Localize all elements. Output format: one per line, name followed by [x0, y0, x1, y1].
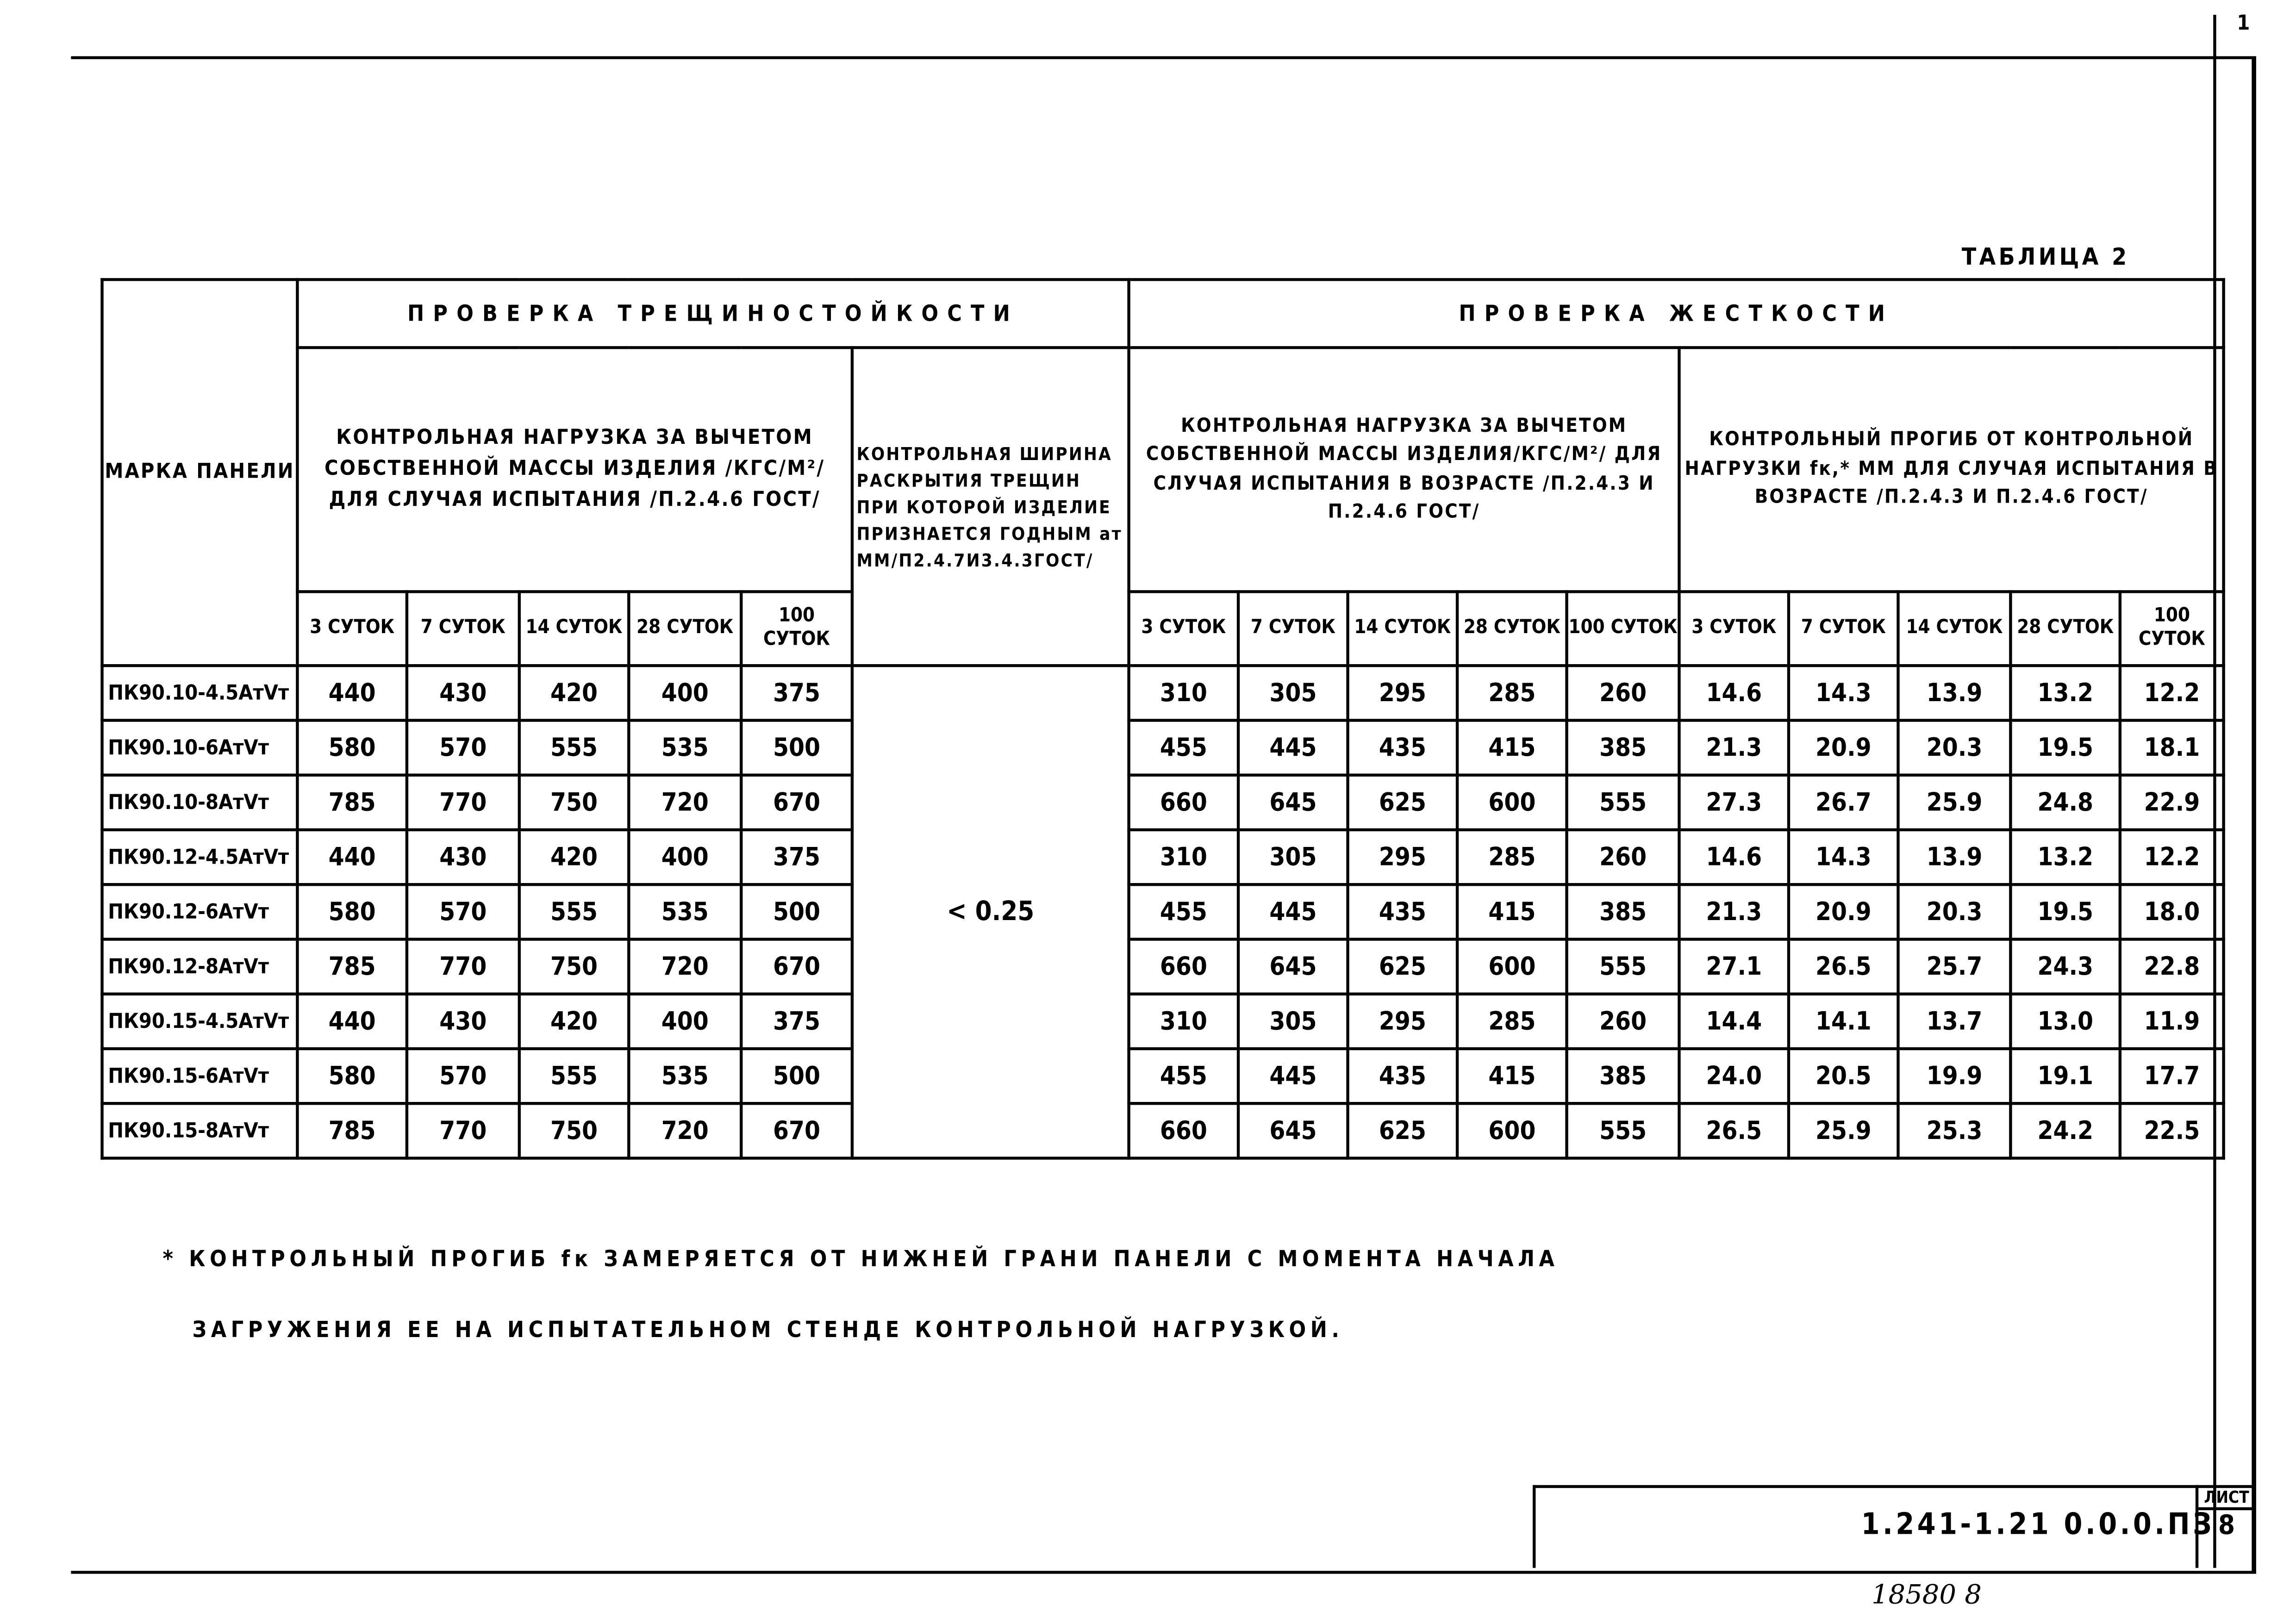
stiff-load-cell: 415: [1457, 884, 1567, 939]
stiff-load-cell: 435: [1348, 884, 1458, 939]
crack-load-cell: 770: [407, 939, 519, 994]
panel-mark: ПК90.15-6АтⅤт: [102, 1049, 298, 1103]
document-code: 1.241-1.21 0.0.0.ПЗ: [1861, 1506, 2215, 1542]
deflection-cell: 11.9: [2120, 994, 2224, 1049]
panel-mark: ПК90.10-4.5АтⅤт: [102, 666, 298, 720]
stiff-load-cell: 260: [1567, 994, 1679, 1049]
footnote-line-2: ЗАГРУЖЕНИЯ ЕЕ НА ИСПЫТАТЕЛЬНОМ СТЕНДЕ КОНТРОЛЬНОЙ НАГРУЗКОЙ.: [192, 1316, 1344, 1343]
deflection-cell: 13.0: [2011, 994, 2121, 1049]
deflection-cell: 18.0: [2120, 884, 2224, 939]
table-row: [102, 775, 2224, 830]
stiff-load-cell: 455: [1129, 1049, 1239, 1103]
table-row: [102, 1049, 2224, 1103]
deflection-cell: 27.3: [1679, 775, 1789, 830]
days-header-crack: 100 СУТОК: [741, 591, 852, 666]
header-mark: МАРКА ПАНЕЛИ: [102, 280, 298, 666]
crack-load-cell: 580: [297, 1049, 407, 1103]
deflection-cell: 14.4: [1679, 994, 1789, 1049]
stiff-load-cell: 660: [1129, 1103, 1239, 1158]
deflection-cell: 24.3: [2011, 939, 2121, 994]
crack-load-cell: 570: [407, 884, 519, 939]
crack-load-cell: 785: [297, 939, 407, 994]
days-header-defl: 3 СУТОК: [1679, 591, 1789, 666]
stiff-load-cell: 645: [1238, 939, 1348, 994]
stiff-load-cell: 260: [1567, 830, 1679, 884]
deflection-cell: 14.3: [1789, 830, 1898, 884]
crack-load-cell: 400: [629, 830, 741, 884]
deflection-cell: 24.8: [2011, 775, 2121, 830]
crack-load-cell: 420: [519, 994, 629, 1049]
crack-load-cell: 555: [519, 1049, 629, 1103]
stiff-load-cell: 445: [1238, 720, 1348, 775]
crack-load-cell: 535: [629, 720, 741, 775]
deflection-cell: 22.8: [2120, 939, 2224, 994]
deflection-cell: 20.3: [1898, 720, 2011, 775]
stiff-load-cell: 305: [1238, 666, 1348, 720]
panel-mark: ПК90.12-6АтⅤт: [102, 884, 298, 939]
crack-load-cell: 430: [407, 666, 519, 720]
table-title: ТАБЛИЦА 2: [1961, 243, 2130, 271]
stiff-load-cell: 285: [1457, 830, 1567, 884]
deflection-cell: 22.9: [2120, 775, 2224, 830]
deflection-cell: 22.5: [2120, 1103, 2224, 1158]
crack-load-cell: 555: [519, 720, 629, 775]
stiff-load-cell: 415: [1457, 720, 1567, 775]
stiff-load-cell: 555: [1567, 775, 1679, 830]
deflection-cell: 14.3: [1789, 666, 1898, 720]
deflection-cell: 19.9: [1898, 1049, 2011, 1103]
deflection-cell: 26.7: [1789, 775, 1898, 830]
crack-load-cell: 375: [741, 994, 852, 1049]
days-header-row: [102, 591, 2224, 666]
crack-load-cell: 430: [407, 994, 519, 1049]
panel-mark: ПК90.12-4.5АтⅤт: [102, 830, 298, 884]
table-row: [102, 939, 2224, 994]
crack-load-cell: 670: [741, 775, 852, 830]
crack-load-cell: 500: [741, 1049, 852, 1103]
stiff-load-cell: 555: [1567, 939, 1679, 994]
stiff-load-cell: 600: [1457, 775, 1567, 830]
deflection-cell: 24.0: [1679, 1049, 1789, 1103]
deflection-cell: 20.9: [1789, 720, 1898, 775]
stiff-load-cell: 285: [1457, 666, 1567, 720]
header-stiff-load: КОНТРОЛЬНАЯ НАГРУЗКА ЗА ВЫЧЕТОМ СОБСТВЕННОЙ МАССЫ ИЗДЕЛИЯ/КГС/М²/ ДЛЯ СЛУЧАЯ ИСПЫТАНИЯ В ВОЗРАСТЕ /П.2.4.3 И П.2.4.6 ГОСТ/: [1129, 348, 1679, 591]
deflection-cell: 21.3: [1679, 884, 1789, 939]
crack-load-cell: 720: [629, 939, 741, 994]
deflection-cell: 26.5: [1679, 1103, 1789, 1158]
days-header-crack: 28 СУТОК: [629, 591, 741, 666]
crack-load-cell: 400: [629, 994, 741, 1049]
header-crack-group: ПРОВЕРКА ТРЕЩИНОСТОЙКОСТИ: [297, 280, 1129, 348]
deflection-cell: 27.1: [1679, 939, 1789, 994]
panel-test-table: [100, 278, 2225, 1160]
deflection-cell: 26.5: [1789, 939, 1898, 994]
deflection-cell: 17.7: [2120, 1049, 2224, 1103]
crack-load-cell: 570: [407, 720, 519, 775]
days-header-crack: 14 СУТОК: [519, 591, 629, 666]
days-header-defl: 100 СУТОК: [2120, 591, 2224, 666]
table-row: [102, 884, 2224, 939]
deflection-cell: 20.3: [1898, 884, 2011, 939]
stiff-load-cell: 310: [1129, 830, 1239, 884]
deflection-cell: 24.2: [2011, 1103, 2121, 1158]
table-row: [102, 1103, 2224, 1158]
stiff-load-cell: 295: [1348, 830, 1458, 884]
crack-load-cell: 785: [297, 1103, 407, 1158]
days-header-defl: 28 СУТОК: [2011, 591, 2121, 666]
stiff-load-cell: 285: [1457, 994, 1567, 1049]
stiff-load-cell: 445: [1238, 884, 1348, 939]
stiff-load-cell: 385: [1567, 1049, 1679, 1103]
stiff-load-cell: 385: [1567, 884, 1679, 939]
stiff-load-cell: 625: [1348, 775, 1458, 830]
crack-load-cell: 375: [741, 666, 852, 720]
crack-width-value: < 0.25: [852, 666, 1129, 1158]
crack-load-cell: 535: [629, 884, 741, 939]
crack-load-cell: 785: [297, 775, 407, 830]
stiff-load-cell: 625: [1348, 1103, 1458, 1158]
deflection-cell: 14.6: [1679, 830, 1789, 884]
crack-load-cell: 500: [741, 720, 852, 775]
crack-load-cell: 750: [519, 1103, 629, 1158]
crack-load-cell: 400: [629, 666, 741, 720]
days-header-crack: 3 СУТОК: [297, 591, 407, 666]
deflection-cell: 19.1: [2011, 1049, 2121, 1103]
table-row: [102, 666, 2224, 720]
stiff-load-cell: 625: [1348, 939, 1458, 994]
table-row: [102, 830, 2224, 884]
panel-mark: ПК90.10-8АтⅤт: [102, 775, 298, 830]
table-row: [102, 720, 2224, 775]
deflection-cell: 13.9: [1898, 666, 2011, 720]
deflection-cell: 12.2: [2120, 830, 2224, 884]
crack-load-cell: 580: [297, 720, 407, 775]
crack-load-cell: 430: [407, 830, 519, 884]
crack-load-cell: 720: [629, 775, 741, 830]
crack-load-cell: 770: [407, 775, 519, 830]
stiff-load-cell: 600: [1457, 1103, 1567, 1158]
crack-load-cell: 420: [519, 830, 629, 884]
crack-load-cell: 670: [741, 1103, 852, 1158]
deflection-cell: 13.2: [2011, 666, 2121, 720]
header-crack-load: КОНТРОЛЬНАЯ НАГРУЗКА ЗА ВЫЧЕТОМ СОБСТВЕННОЙ МАССЫ ИЗДЕЛИЯ /КГС/М²/ ДЛЯ СЛУЧАЯ ИСПЫТАНИЯ /П.2.4.6 ГОСТ/: [297, 348, 852, 591]
panel-mark: ПК90.15-8АтⅤт: [102, 1103, 298, 1158]
deflection-cell: 19.5: [2011, 720, 2121, 775]
panel-mark: ПК90.15-4.5АтⅤт: [102, 994, 298, 1049]
sheet-number-box: [2196, 1485, 2255, 1568]
deflection-cell: 21.3: [1679, 720, 1789, 775]
stiff-load-cell: 445: [1238, 1049, 1348, 1103]
deflection-cell: 25.7: [1898, 939, 2011, 994]
crack-load-cell: 375: [741, 830, 852, 884]
days-header-defl: 14 СУТОК: [1898, 591, 2011, 666]
stiff-load-cell: 455: [1129, 720, 1239, 775]
stiff-load-cell: 305: [1238, 994, 1348, 1049]
stiff-load-cell: 455: [1129, 884, 1239, 939]
crack-load-cell: 670: [741, 939, 852, 994]
deflection-cell: 25.9: [1898, 775, 2011, 830]
stiff-load-cell: 415: [1457, 1049, 1567, 1103]
stiff-load-cell: 435: [1348, 720, 1458, 775]
stiff-load-cell: 295: [1348, 666, 1458, 720]
deflection-cell: 13.9: [1898, 830, 2011, 884]
days-header-crack: 7 СУТОК: [407, 591, 519, 666]
deflection-cell: 25.9: [1789, 1103, 1898, 1158]
sheet-top-mark: 1: [2237, 12, 2250, 36]
stiff-load-cell: 310: [1129, 666, 1239, 720]
crack-load-cell: 720: [629, 1103, 741, 1158]
deflection-cell: 12.2: [2120, 666, 2224, 720]
stiff-load-cell: 555: [1567, 1103, 1679, 1158]
deflection-cell: 19.5: [2011, 884, 2121, 939]
footnote-line-1: * КОНТРОЛЬНЫЙ ПРОГИБ fк ЗАМЕРЯЕТСЯ ОТ НИЖНЕЙ ГРАНИ ПАНЕЛИ С МОМЕНТА НАЧАЛА: [162, 1245, 1559, 1272]
panel-mark: ПК90.12-8АтⅤт: [102, 939, 298, 994]
stiff-load-cell: 645: [1238, 775, 1348, 830]
stiff-load-cell: 385: [1567, 720, 1679, 775]
header-crack-width: КОНТРОЛЬНАЯ ШИРИНА РАСКРЫТИЯ ТРЕЩИН ПРИ КОТОРОЙ ИЗДЕЛИЕ ПРИЗНАЕТСЯ ГОДНЫМ aт ММ/П2.4.7И3.4.3ГОСТ/: [852, 348, 1129, 666]
deflection-cell: 20.9: [1789, 884, 1898, 939]
header-stiff-group: ПРОВЕРКА ЖЕСТКОСТИ: [1129, 280, 2224, 348]
crack-load-cell: 440: [297, 666, 407, 720]
days-header-stiff: 28 СУТОК: [1457, 591, 1567, 666]
crack-load-cell: 440: [297, 830, 407, 884]
deflection-cell: 13.2: [2011, 830, 2121, 884]
days-header-stiff: 100 СУТОК: [1567, 591, 1679, 666]
days-header-stiff: 14 СУТОК: [1348, 591, 1458, 666]
stiff-load-cell: 310: [1129, 994, 1239, 1049]
stiff-load-cell: 660: [1129, 775, 1239, 830]
stiff-load-cell: 645: [1238, 1103, 1348, 1158]
days-header-defl: 7 СУТОК: [1789, 591, 1898, 666]
crack-load-cell: 580: [297, 884, 407, 939]
crack-load-cell: 500: [741, 884, 852, 939]
stiff-load-cell: 260: [1567, 666, 1679, 720]
crack-load-cell: 570: [407, 1049, 519, 1103]
sheet-number: 8: [2218, 1510, 2235, 1542]
table-row: [102, 994, 2224, 1049]
stiff-load-cell: 600: [1457, 939, 1567, 994]
panel-mark: ПК90.10-6АтⅤт: [102, 720, 298, 775]
sheet-label: ЛИСТ: [2198, 1488, 2254, 1510]
stiff-load-cell: 435: [1348, 1049, 1458, 1103]
crack-load-cell: 535: [629, 1049, 741, 1103]
crack-load-cell: 750: [519, 939, 629, 994]
crack-load-cell: 770: [407, 1103, 519, 1158]
crack-load-cell: 750: [519, 775, 629, 830]
deflection-cell: 14.6: [1679, 666, 1789, 720]
crack-load-cell: 440: [297, 994, 407, 1049]
crack-load-cell: 555: [519, 884, 629, 939]
days-header-stiff: 3 СУТОК: [1129, 591, 1239, 666]
stiff-load-cell: 305: [1238, 830, 1348, 884]
crack-load-cell: 420: [519, 666, 629, 720]
handwritten-inventory-number: 18580 8: [1871, 1580, 1982, 1611]
days-header-stiff: 7 СУТОК: [1238, 591, 1348, 666]
stiff-load-cell: 660: [1129, 939, 1239, 994]
deflection-cell: 20.5: [1789, 1049, 1898, 1103]
deflection-cell: 13.7: [1898, 994, 2011, 1049]
deflection-cell: 18.1: [2120, 720, 2224, 775]
deflection-cell: 25.3: [1898, 1103, 2011, 1158]
header-deflection: КОНТРОЛЬНЫЙ ПРОГИБ ОТ КОНТРОЛЬНОЙ НАГРУЗКИ fк,* ММ ДЛЯ СЛУЧАЯ ИСПЫТАНИЯ В ВОЗРАСТЕ /П.2.4.3 И П.2.4.6 ГОСТ/: [1679, 348, 2224, 591]
deflection-cell: 14.1: [1789, 994, 1898, 1049]
stiff-load-cell: 295: [1348, 994, 1458, 1049]
